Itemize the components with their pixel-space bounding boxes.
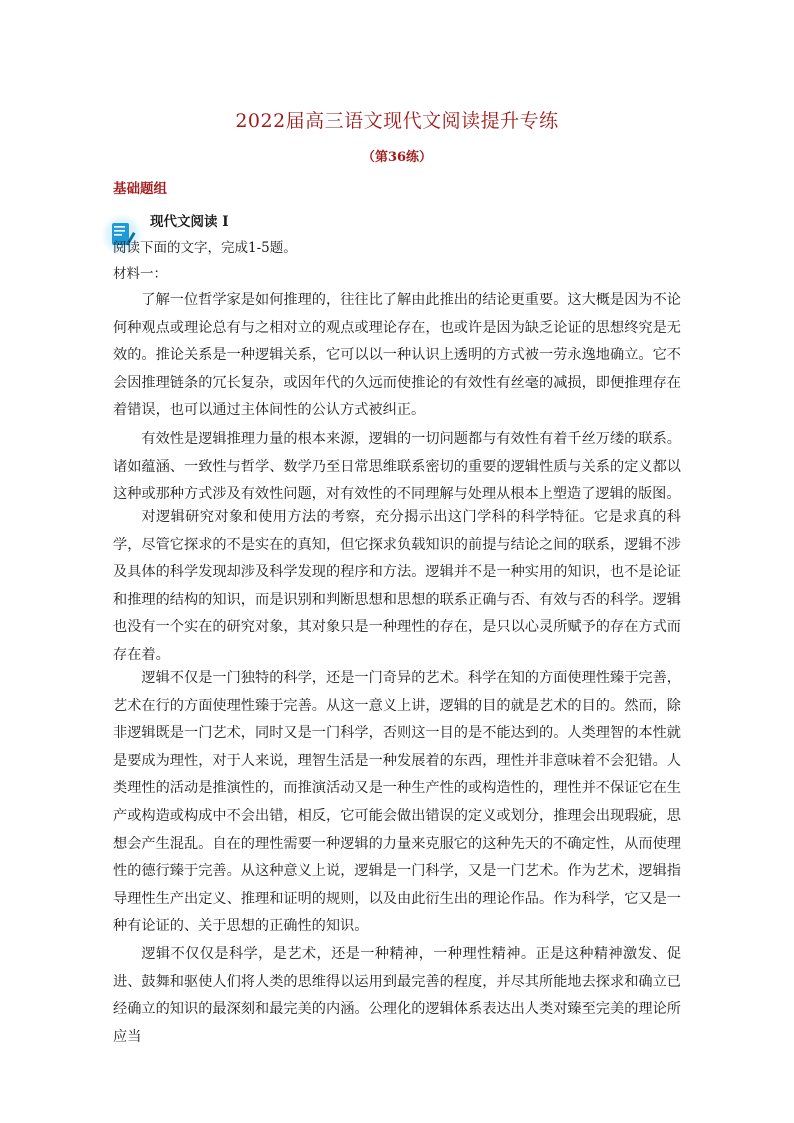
material-label: 材料一：	[113, 266, 167, 282]
document-title: 2022届高三语文现代文阅读提升专练	[235, 110, 559, 132]
reading-heading: 现代文阅读 I	[150, 214, 229, 230]
paragraph-5: 逻辑不仅仅是科学，是艺术，还是一种精神，一种理性精神。正是这种精神激发、促进、鼓舞和驱使人们将人类的思维得以运用到最完善的程度，并尽其所能地去探求和确立已经确立的知识的最深刻和最完美的内涵。公理化的逻辑体系表达出人类对臻至完美的理论所应当	[113, 946, 681, 1045]
section-label: 基础题组	[113, 181, 167, 197]
instruction-text: 阅读下面的文字，完成1-5题。	[113, 240, 297, 256]
paragraph-1: 了解一位哲学家是如何推理的，往往比了解由此推出的结论更重要。这大概是因为不论何种观点或理论总有与之相对立的观点或理论存在，也或许是因为缺乏论证的思想终究是无效的。推论关系是一种逻辑关系，它可以以一种认识上透明的方式被一劳永逸地确立。它不会因推理链条的冗长复杂，或因年代的久远而使推论的有效性有丝毫的减损，即便推理存在着错误，也可以通过主体间性的公认方式被纠正。	[113, 292, 681, 419]
paragraph-2: 有效性是逻辑推理力量的根本来源，逻辑的一切问题都与有效性有着千丝万缕的联系。诸如蕴涵、一致性与哲学、数学乃至日常思维联系密切的重要的逻辑性质与关系的定义都以这种或那种方式涉及有效性问题，对有效性的不同理解与处理从根本上塑造了逻辑的版图。	[113, 431, 681, 503]
paragraph-4: 逻辑不仅是一门独特的科学，还是一门奇异的艺术。科学在知的方面使理性臻于完善，艺术在行的方面使理性臻于完善。从这一意义上讲，逻辑的目的就是艺术的目的。然而，除非逻辑既是一门艺术，同时又是一门科学，否则这一目的是不能达到的。人类理智的本性就是要成为理性，对于人来说，理智生活是一种发展着的东西，理性并非意味着不会犯错。人类理性的活动是推演性的，而推演活动又是一种生产性的或构造性的，理性并不保证它在生产或构造或构成中不会出错，相反，它可能会做出错误的定义或划分，推理会出现瑕疵，思想会产生混乱。自在的理性需要一种逻辑的力量来克服它的这种先天的不确定性，从而使理性的德行臻于完善。从这种意义上说，逻辑是一门科学，又是一门艺术。作为艺术，逻辑指导理性生产出定义、推理和证明的规则，以及由此衍生出的理论作品。作为科学，它又是一种有论证的、关于思想的正确性的知识。	[113, 670, 681, 935]
document-subtitle: （第36练）	[361, 150, 433, 165]
paragraph-3: 对逻辑研究对象和使用方法的考察，充分揭示出这门学科的科学特征。它是求真的科学，尽管它探求的不是实在的真知，但它探求负载知识的前提与结论之间的联系，逻辑不涉及具体的科学发现却涉及科学发现的程序和方法。逻辑并不是一种实用的知识，也不是论证和推理的结构的知识，而是识别和判断思想和思想的联系正确与否、有效与否的科学。逻辑也没有一个实在的研究对象，其对象只是一种理性的存在，是只以心灵所赋予的存在方式而存在着。	[113, 509, 681, 663]
